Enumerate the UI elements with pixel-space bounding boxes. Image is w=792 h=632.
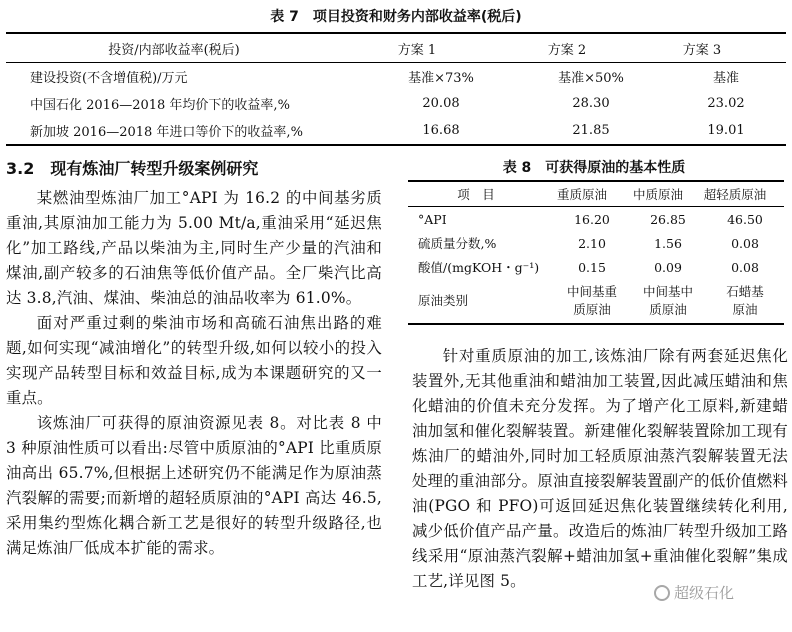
table-cell: 19.01 [707, 123, 745, 138]
right-column-text [412, 344, 788, 594]
wechat-icon [654, 585, 670, 601]
table8-bottom-rule [408, 323, 784, 325]
table8-header-cell: 项 目 [457, 187, 495, 202]
table8 [408, 180, 784, 325]
watermark-text: 超级石化 [674, 584, 735, 602]
table7-caption: 表 7 项目投资和财务内部收益率(税后) [270, 9, 522, 25]
table-cell: 1.56 [654, 235, 682, 251]
table-cell: 23.02 [707, 96, 745, 111]
table-cell: 0.15 [578, 259, 606, 275]
table7-bottom-rule [6, 144, 786, 146]
cell-line: 中间基重 [566, 284, 617, 299]
paragraph: 面对严重过剩的柴油市场和高硫石油焦出路的难题,如何实现“减油增化”的转型升级,如何以较小的投入实现产品转型目标和效益目标,成为本课题研究的又一重点。 [6, 314, 382, 407]
paragraph: 该炼油厂可获得的原油资源见表 8。对比表 8 中 3 种原油性质可以看出:尽管中质原油的°API 比重质原油高出 65.7%,但根据上述研究仍不能满足作为原油蒸汽裂解的需要;而新增的超轻质原油的°API 高达 46.5,采用集约型炼化耦合新工艺是很好的转型升级路径,也满足炼油厂低成本扩能的需求。 [6, 414, 382, 557]
table-cell: 28.30 [572, 96, 610, 111]
table-cell: 新加坡 2016—2018 年进口等价下的收益率,% [30, 125, 303, 140]
table-cell: 中国石化 2016—2018 年均价下的收益率,% [30, 98, 290, 113]
table-row [408, 279, 784, 323]
table-cell: 硫质量分数,% [418, 236, 497, 251]
table-cell: 0.08 [731, 235, 759, 251]
table-cell: 0.09 [654, 259, 682, 275]
table-row [408, 231, 784, 255]
table-cell: 26.85 [650, 211, 686, 227]
cell-line: 石蜡基 [726, 284, 764, 299]
table-row [6, 63, 786, 90]
table7 [6, 32, 786, 146]
table-row [408, 255, 784, 279]
table8-header-cell: 重质原油 [556, 187, 607, 202]
left-column-text [6, 186, 382, 561]
table-cell: °API [418, 211, 447, 227]
cell-line: 原油 [732, 302, 758, 317]
table-cell [706, 283, 784, 319]
table-cell: 46.50 [727, 211, 763, 227]
cell-line: 质原油 [649, 302, 687, 317]
table-cell: 建设投资(不含增值税)/万元 [30, 71, 188, 86]
table-cell: 基准×73% [408, 71, 474, 86]
table-cell: 21.85 [572, 123, 610, 138]
paragraph: 某燃油型炼油厂加工°API 为 16.2 的中间基劣质重油,其原油加工能力为 5.00 Mt/a,重油采用“延迟焦化”加工路线,产品以柴油为主,同时生产少量的汽油和煤油,副产较多的石油焦等低价值产品。全厂柴汽比高达 3.8,汽油、煤油、柴油总的油品收率为 61.0%。 [6, 189, 382, 307]
paragraph: 针对重质原油的加工,该炼油厂除有两套延迟焦化装置外,无其他重油和蜡油加工装置,因此减压蜡油和焦化蜡油的价值未充分发挥。为了增产化工原料,新建蜡油加氢和催化裂解装置。新建催化裂解装置除加工现有炼油厂的蜡油外,同时加工轻质原油蒸汽裂解装置无法处理的重油部分。原油直接裂解装置副产的低价值燃料油(PGO 和 PFO)可返回延迟焦化装置继续转化利用,减少低价值产品产量。改造后的炼油厂转型升级加工路线采用“原油蒸汽裂解+蜡油加氢+重油催化裂解”集成工艺,详见图 5。 [412, 347, 788, 590]
table-row [6, 117, 786, 144]
table7-header-cell: 方案 3 [682, 42, 722, 58]
table-cell: 基准 [712, 71, 739, 86]
table-cell: 原油类别 [418, 293, 469, 308]
table7-header-row [6, 34, 786, 62]
table-cell: 酸值/(mgKOH・g⁻¹) [418, 260, 540, 275]
cell-line: 中间基中 [642, 284, 693, 299]
table8-header-row [408, 182, 784, 206]
table7-header-cell: 方案 1 [397, 42, 437, 58]
table8-header-cell: 超轻质原油 [703, 187, 767, 202]
table8-caption: 表 8 可获得原油的基本性质 [502, 160, 686, 176]
watermark [654, 582, 734, 603]
table-cell: 基准×50% [558, 71, 624, 86]
table-row [6, 90, 786, 117]
table7-header-cell: 方案 2 [547, 42, 587, 58]
table-row [408, 207, 784, 231]
table-cell [554, 283, 630, 319]
table-cell: 2.10 [578, 235, 606, 251]
table-cell: 16.68 [422, 123, 460, 138]
table8-header-cell: 中质原油 [632, 187, 683, 202]
table-cell [630, 283, 706, 319]
table-cell: 0.08 [731, 259, 759, 275]
table7-header-cell: 投资/内部收益率(税后) [108, 42, 240, 58]
cell-line: 质原油 [573, 302, 611, 317]
table-cell: 16.20 [574, 211, 610, 227]
section-heading: 3.2 现有炼油厂转型升级案例研究 [6, 159, 259, 178]
table-cell: 20.08 [422, 96, 460, 111]
